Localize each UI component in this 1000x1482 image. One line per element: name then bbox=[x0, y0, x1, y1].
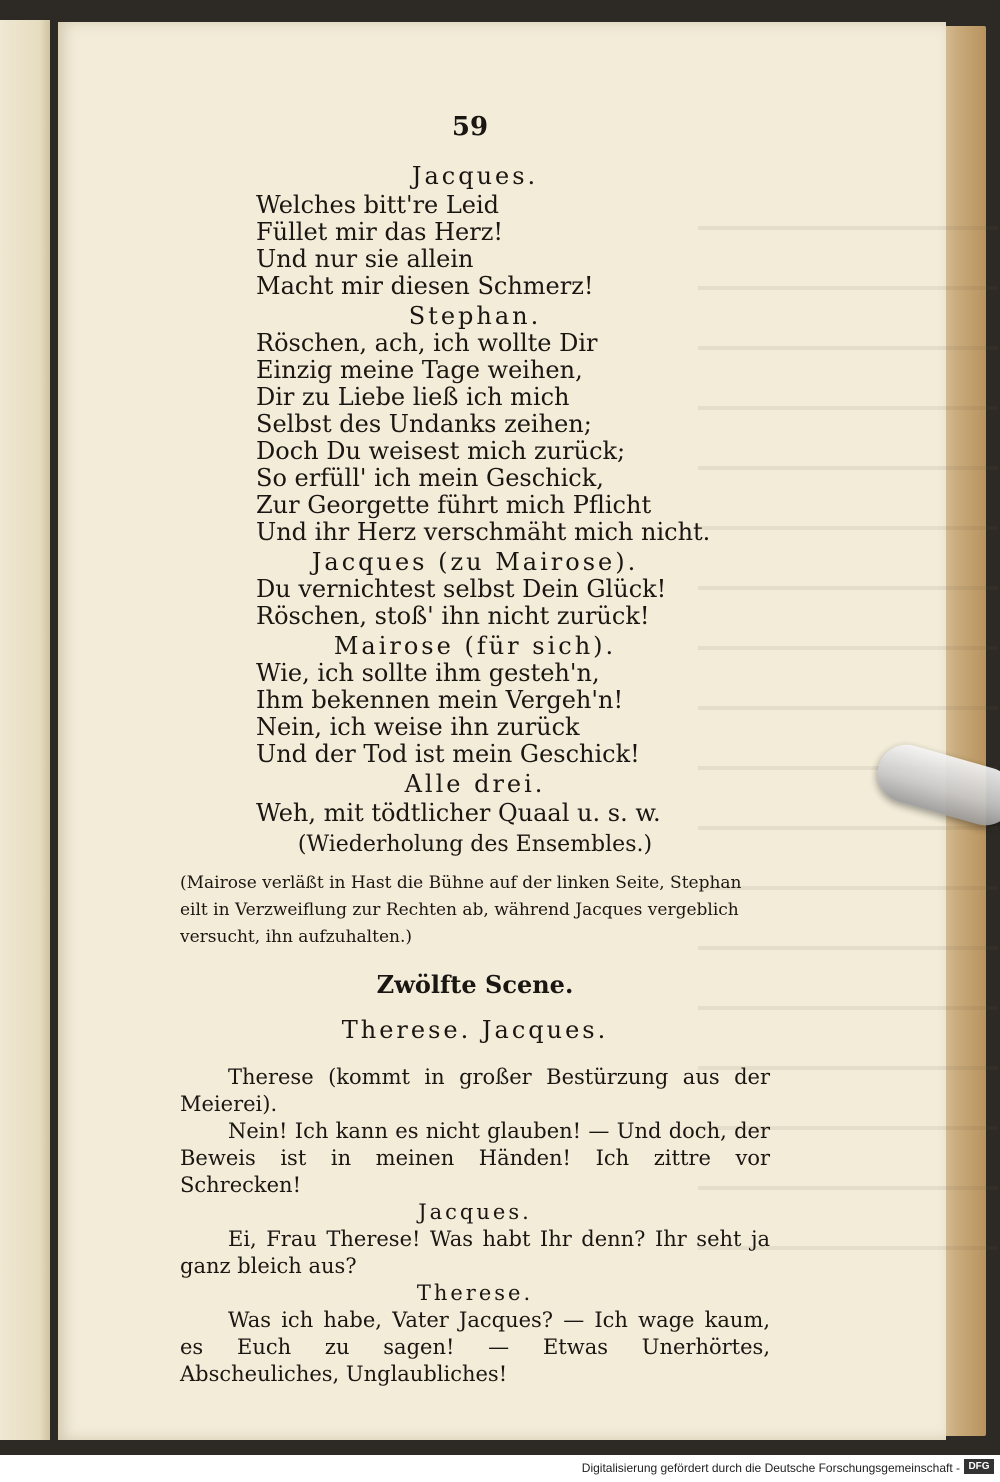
verse-block-jacques bbox=[256, 192, 594, 300]
verse-line: Zur Georgette führt mich Pflicht bbox=[256, 491, 652, 519]
verse-line: Selbst des Undanks zeihen; bbox=[256, 410, 592, 438]
verse-block-alle bbox=[256, 800, 661, 827]
stage-direction: (Mairose verläßt in Hast die Bühne auf der linken Seite, Stephan eilt in Verzweiflung zur Rechten ab, während Jacques vergeblich versucht, ihn aufzuhalten.) bbox=[180, 873, 742, 947]
verse-line: Wie, ich sollte ihm gesteh'n, bbox=[256, 659, 600, 687]
left-page-edge bbox=[0, 20, 50, 1440]
verse-block-jacques-2 bbox=[256, 576, 666, 630]
verse-line: Weh, mit tödtlicher Quaal u. s. w. bbox=[256, 799, 661, 827]
verse-line: Macht mir diesen Schmerz! bbox=[256, 272, 594, 300]
footer-credit: Digitalisierung gefördert durch die Deutsche Forschungsgemeinschaft - bbox=[581, 1461, 960, 1475]
speaker-jacques: Jacques. bbox=[411, 162, 539, 190]
speaker-jacques-prose: Jacques. bbox=[418, 1200, 532, 1224]
verse-block-mairose bbox=[256, 660, 640, 768]
verse-line: Röschen, ach, ich wollte Dir bbox=[256, 329, 598, 357]
page-number: 59 bbox=[451, 112, 489, 142]
verse-line: Du vernichtest selbst Dein Glück! bbox=[256, 575, 667, 603]
verse-line: Und ihr Herz verschmäht mich nicht. bbox=[256, 518, 711, 546]
speaker-alle-drei: Alle drei. bbox=[404, 770, 546, 798]
verse-line: So erfüll' ich mein Geschick, bbox=[256, 464, 604, 492]
speaker-therese-prose: Therese. bbox=[416, 1281, 534, 1305]
repeat-note: (Wiederholung des Ensembles.) bbox=[297, 832, 653, 857]
verse-block-stephan bbox=[256, 330, 710, 546]
speaker-mairose: Mairose (für sich). bbox=[333, 632, 617, 660]
verse-line: Doch Du weisest mich zurück; bbox=[256, 437, 626, 465]
speaker-stephan: Stephan. bbox=[408, 302, 542, 330]
verse-line: Welches bitt're Leid bbox=[256, 191, 500, 219]
verse-line: Und nur sie allein bbox=[256, 245, 474, 273]
scene-heading: Zwölfte Scene. bbox=[376, 970, 574, 999]
prose-section bbox=[180, 1064, 770, 1388]
verse-line: Füllet mir das Herz! bbox=[256, 218, 503, 246]
stage-entry-therese: Therese (kommt in großer Bestürzung aus der Meierei). bbox=[180, 1065, 770, 1116]
verse-line: Röschen, stoß' ihn nicht zurück! bbox=[256, 602, 650, 630]
verse-line: Nein, ich weise ihn zurück bbox=[256, 713, 580, 741]
scene-characters: Therese. Jacques. bbox=[341, 1016, 609, 1044]
verse-line: Dir zu Liebe ließ ich mich bbox=[256, 383, 570, 411]
verse-line: Und der Tod ist mein Geschick! bbox=[256, 740, 640, 768]
speech-therese-2: Was ich habe, Vater Jacques? — Ich wage kaum, es Euch zu sagen! — Etwas Unerhörtes, Abscheuliches, Unglaubliches! bbox=[180, 1308, 770, 1386]
speech-jacques: Ei, Frau Therese! Was habt Ihr denn? Ihr seht ja ganz bleich aus? bbox=[180, 1227, 770, 1278]
speaker-jacques-zu-mairose: Jacques (zu Mairose). bbox=[311, 548, 639, 576]
verse-line: Einzig meine Tage weihen, bbox=[256, 356, 583, 384]
dfg-logo: DFG bbox=[964, 1459, 994, 1474]
verse-line: Ihm bekennen mein Vergeh'n! bbox=[256, 686, 624, 714]
speech-therese-1: Nein! Ich kann es nicht glauben! — Und doch, der Beweis ist in meinen Händen! Ich zittre vor Schrecken! bbox=[180, 1119, 770, 1197]
